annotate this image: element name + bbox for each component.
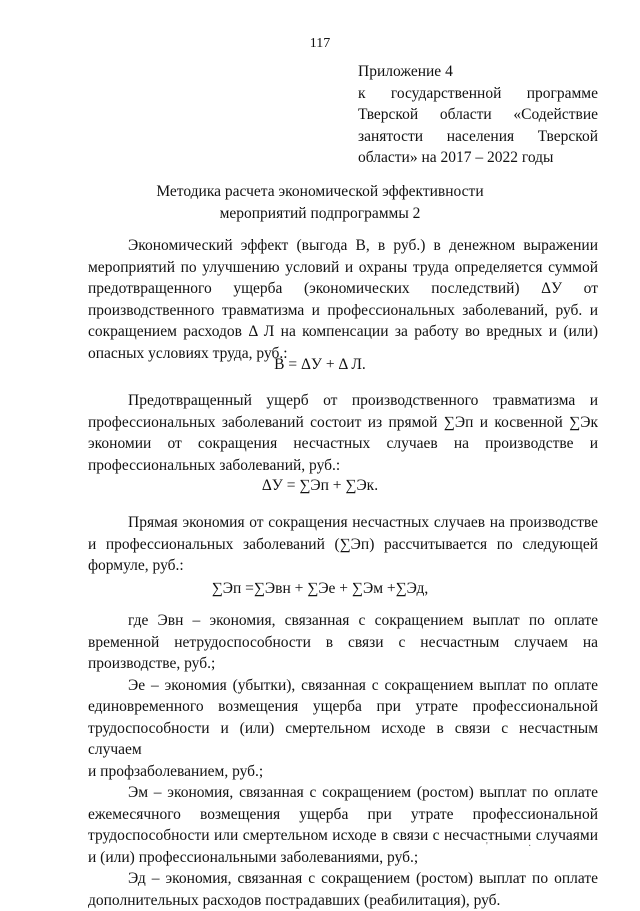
- appendix-header: [358, 61, 598, 169]
- page-number: 117: [0, 33, 640, 55]
- formula-prevented-damage: ΔУ = ∑Эп + ∑Эк.: [0, 475, 640, 497]
- text-line: формуле, руб.:: [88, 555, 598, 577]
- text-line: производстве, руб.;: [88, 653, 598, 675]
- text-line: Эд – экономия, связанная с сокращением (ростом) выплат по оплате: [88, 868, 598, 890]
- text-line: Предотвращенный ущерб от производственного травматизма и: [88, 390, 598, 412]
- text-line: профессиональных заболеваний, руб.:: [88, 455, 598, 477]
- text-line: Экономический эффект (выгода В, в руб.) в денежном выражении: [88, 235, 598, 257]
- text-line: мероприятий по улучшению условий и охраны труда определяется суммой: [88, 257, 598, 279]
- scan-mark: ': [486, 836, 488, 858]
- text-line: сокращением расходов Δ Л на компенсации за работу во вредных и (или): [88, 321, 598, 343]
- text-line: и профессиональных заболеваний (∑Эп) рассчитывается по следующей: [88, 534, 598, 556]
- text-line: Прямая экономия от сокращения несчастных случаев на производстве: [88, 512, 598, 534]
- text-line: где Эвн – экономия, связанная с сокращением выплат по оплате: [88, 610, 598, 632]
- text-line: временной нетрудоспособности в связи с несчастным случаем на: [88, 632, 598, 654]
- paragraph-definitions: [88, 610, 598, 911]
- scan-mark: ·: [528, 836, 531, 858]
- paragraph-direct-savings: [88, 512, 598, 577]
- title-line-2: мероприятий подпрограммы 2: [0, 203, 640, 225]
- appendix-line: к государственной программе: [358, 83, 598, 105]
- paragraph-prevented-damage: [88, 390, 598, 476]
- title-line-1: Методика расчета экономической эффективности: [0, 181, 640, 203]
- appendix-line: Тверской области «Содействие: [358, 104, 598, 126]
- text-line: экономии от сокращения несчастных случаев на производстве и: [88, 433, 598, 455]
- text-line: и (или) профессиональными заболеваниями, руб.;: [88, 847, 598, 869]
- text-line: и профзаболеванием, руб.;: [88, 761, 598, 783]
- text-line: производственного травматизма и профессиональных заболеваний, руб. и: [88, 300, 598, 322]
- text-line: трудоспособности и (или) смертельном исходе в связи с несчастным случаем: [88, 718, 598, 761]
- appendix-line: области» на 2017 – 2022 годы: [358, 147, 598, 169]
- paragraph-economic-effect: [88, 235, 598, 364]
- text-line: дополнительных расходов пострадавших (реабилитация), руб.: [88, 890, 598, 911]
- text-line: Эе – экономия (убытки), связанная с сокращением выплат по оплате: [88, 675, 598, 697]
- text-line: опасных условиях труда, руб.:: [88, 343, 598, 365]
- text-line: профессиональных заболеваний состоит из прямой ∑Эп и косвенной ∑Эк: [88, 412, 598, 434]
- text-line: Эм – экономия, связанная с сокращением (ростом) выплат по оплате: [88, 782, 598, 804]
- formula-benefit: В = ΔУ + Δ Л.: [0, 354, 640, 376]
- text-line: предотвращенного ущерба (экономических последствий) ΔУ от: [88, 278, 598, 300]
- text-line: трудоспособности или смертельном исходе в связи с несчастными случаями: [88, 825, 598, 847]
- text-line: единовременного возмещения ущерба при утрате профессиональной: [88, 696, 598, 718]
- text-line: ежемесячного возмещения ущерба при утрате профессиональной: [88, 804, 598, 826]
- appendix-line: Приложение 4: [358, 61, 598, 83]
- formula-direct-savings: ∑Эп =∑Эвн + ∑Эе + ∑Эм +∑Эд,: [0, 578, 640, 600]
- appendix-line: занятости населения Тверской: [358, 126, 598, 148]
- document-title: [0, 181, 640, 224]
